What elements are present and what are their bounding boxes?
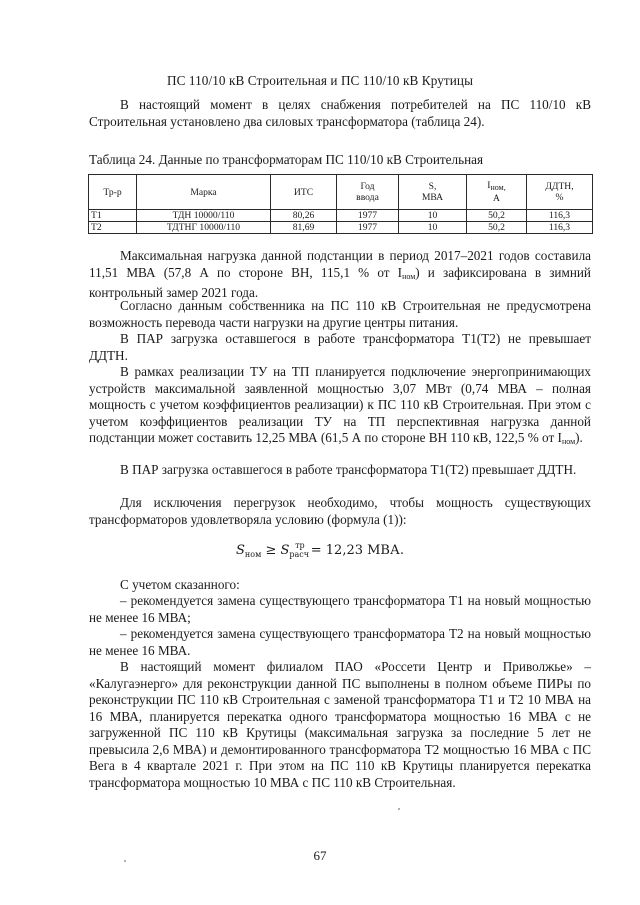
cell-brand: ТДТНГ 10000/110: [137, 222, 271, 234]
recommendation-1: – рекомендуется замена существующего трансформатора Т1 на новый мощностью не менее 16 МВА;: [89, 593, 591, 625]
cell-tr: Т1: [89, 210, 137, 222]
col-header-ddtn: ДДТН, %: [527, 175, 593, 210]
cell-inom: 50,2: [467, 222, 527, 234]
transformer-table: [88, 174, 593, 234]
cell-s: 10: [399, 222, 467, 234]
table-row: [89, 210, 593, 222]
cell-year: 1977: [337, 222, 399, 234]
tu-paragraph: В рамках реализации ТУ на ТП планируется подключение энергопринимающих устройств максимальной заявленной мощностью 3,07 МВт (0,74 МВА – полная мощность с учетом коэффициентов реализации) к ПС 110 кВ Строительная. При этом с учетом коэффициентов реализации ТУ на ТП перспективная нагрузка данной подстанции может составить 12,25 МВА (61,5 А по стороне ВН 110 кВ, 122,5 % от $I_{ном}$).: [89, 364, 591, 446]
scan-speck: [398, 808, 400, 810]
formula-1: $S_{ном} \ge S_{расч}^{тр} = 12,23$ МВА.: [236, 541, 404, 559]
cell-inom: 50,2: [467, 210, 527, 222]
cell-its: 80,26: [271, 210, 337, 222]
scan-speck: [124, 860, 126, 862]
cell-brand: ТДН 10000/110: [137, 210, 271, 222]
cell-ddtn: 116,3: [527, 222, 593, 234]
section-heading: ПС 110/10 кВ Строительная и ПС 110/10 кВ Крутицы: [166, 73, 474, 88]
par1-paragraph: В ПАР загрузка оставшегося в работе трансформатора Т1(Т2) не превышает ДДТН.: [89, 331, 591, 363]
table-header-row: [89, 175, 593, 210]
col-header-its: ИТС: [271, 175, 337, 210]
condition-paragraph: Для исключения перегрузок необходимо, чтобы мощность существующих трансформаторов удовлетворяла условию (формула (1)):: [89, 495, 591, 527]
cell-ddtn: 116,3: [527, 210, 593, 222]
col-header-tr: Тр-р: [89, 175, 137, 210]
owner-paragraph: Согласно данным собственника на ПС 110 кВ Строительная не предусмотрена возможность перевода части нагрузки на другие центры питания.: [89, 298, 591, 330]
given-paragraph: С учетом сказанного:: [120, 577, 240, 592]
cell-year: 1977: [337, 210, 399, 222]
intro-paragraph: В настоящий момент в целях снабжения потребителей на ПС 110/10 кВ Строительная установлено два силовых трансформатора (таблица 24).: [89, 97, 591, 129]
page-number: 67: [313, 848, 327, 863]
table-caption: Таблица 24. Данные по трансформаторам ПС 110/10 кВ Строительная: [89, 152, 484, 167]
recommendation-2: – рекомендуется замена существующего трансформатора Т2 на новый мощностью не менее 16 МВА.: [89, 626, 591, 658]
table-row: [89, 222, 593, 234]
final-paragraph: В настоящий момент филиалом ПАО «Россети Центр и Приволжье» – «Калугаэнерго» для реконструкции данной ПС выполнены в полном объеме ПИРы по реконструкции ПС 110 кВ Строительная с заменой трансформатора Т1 и Т2 10 МВА на 16 МВА, планируется перекатка одного трансформатора мощностью 16 МВА с не загруженной ПС 110 кВ Крутицы (максимальная загрузка за последние 5 лет не превысила 2,6 МВА) и демонтированного трансформатора Т2 мощностью 16 МВА с ПС Вега в 4 квартале 2021 г. При этом на ПС 110 кВ Крутицы планируется перекатка трансформатора мощностью 10 МВА с ПС 110 кВ Строительная.: [89, 659, 591, 790]
cell-tr: Т2: [89, 222, 137, 234]
col-header-brand: Марка: [137, 175, 271, 210]
col-header-s: S, МВА: [399, 175, 467, 210]
par2-paragraph: В ПАР загрузка оставшегося в работе трансформатора Т1(Т2) превышает ДДТН.: [120, 462, 577, 477]
cell-its: 81,69: [271, 222, 337, 234]
col-header-year: Год ввода: [337, 175, 399, 210]
max-load-paragraph: Максимальная нагрузка данной подстанции в период 2017–2021 годов составила 11,51 МВА (57,8 А по стороне ВН, 115,1 % от $I_{ном}$) и зафиксирована в зимний контрольный замер 2021 года.: [89, 248, 591, 300]
col-header-inom: $I_{ном,}$ А: [467, 175, 527, 210]
cell-s: 10: [399, 210, 467, 222]
